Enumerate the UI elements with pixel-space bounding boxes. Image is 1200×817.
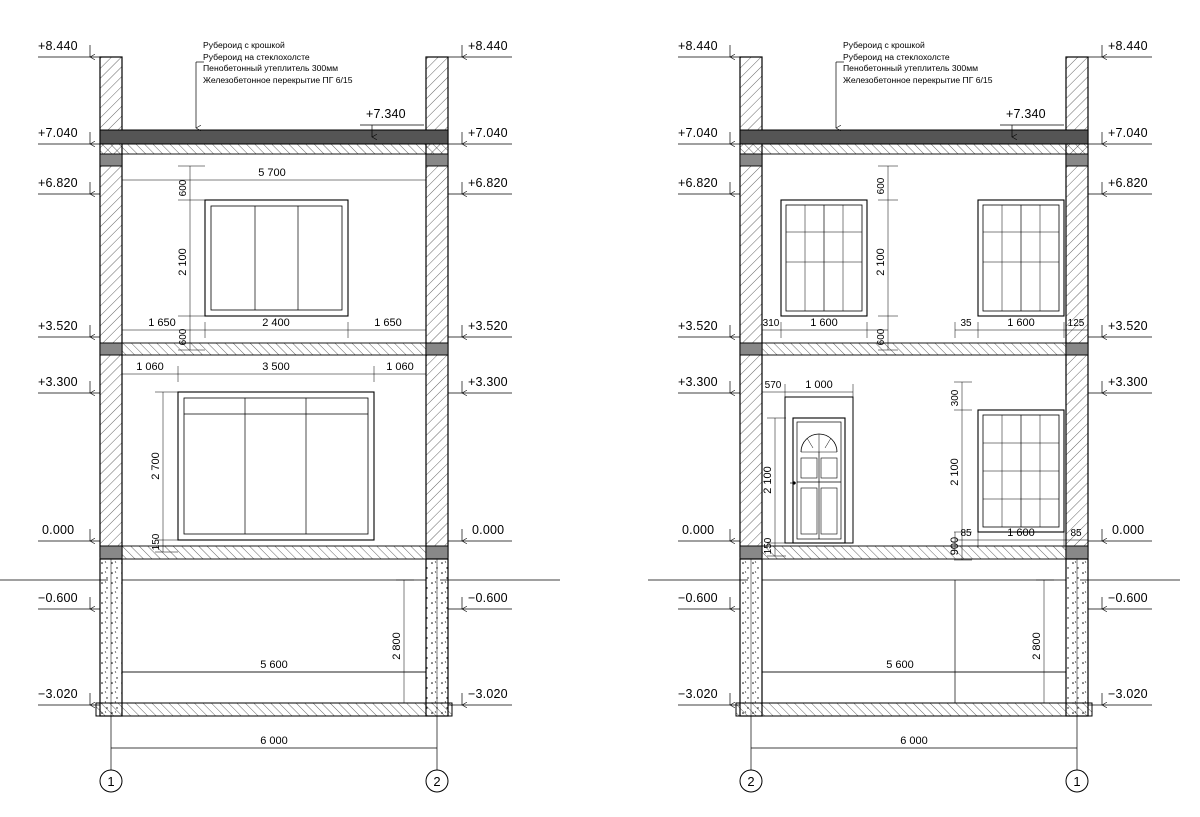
- svg-text:2 400: 2 400: [262, 317, 290, 329]
- svg-text:+3.520: +3.520: [1108, 319, 1148, 333]
- svg-text:6 000: 6 000: [900, 735, 928, 747]
- svg-text:35: 35: [960, 318, 972, 329]
- note-line: Железобетонное перекрытие ПГ 6/15: [843, 74, 993, 85]
- svg-text:−0.600: −0.600: [468, 591, 508, 605]
- svg-text:2 800: 2 800: [1031, 632, 1043, 660]
- svg-text:+3.520: +3.520: [38, 319, 78, 333]
- svg-text:+3.300: +3.300: [678, 375, 718, 389]
- svg-text:+7.340: +7.340: [366, 107, 406, 121]
- svg-text:+3.520: +3.520: [678, 319, 718, 333]
- svg-text:900: 900: [949, 536, 961, 556]
- svg-text:−3.020: −3.020: [38, 687, 78, 701]
- roof-notes-right: [843, 40, 1033, 86]
- svg-text:0.000: 0.000: [472, 523, 505, 537]
- svg-text:1: 1: [1073, 774, 1081, 789]
- svg-text:+7.040: +7.040: [38, 126, 78, 140]
- svg-text:150: 150: [151, 533, 162, 551]
- svg-text:+3.520: +3.520: [468, 319, 508, 333]
- svg-text:+7.340: +7.340: [1006, 107, 1046, 121]
- svg-text:−0.600: −0.600: [1108, 591, 1148, 605]
- note-line: Рубероид на стеклохолсте: [843, 51, 950, 62]
- svg-text:570: 570: [764, 380, 782, 391]
- svg-text:+8.440: +8.440: [1108, 39, 1148, 53]
- note-line: Железобетонное перекрытие ПГ 6/15: [203, 74, 353, 85]
- svg-text:+6.820: +6.820: [1108, 176, 1148, 190]
- note-line: Пенобетонный утеплитель 300мм: [203, 63, 339, 73]
- svg-text:−3.020: −3.020: [678, 687, 718, 701]
- svg-text:1 060: 1 060: [386, 361, 414, 373]
- svg-text:2 100: 2 100: [177, 248, 189, 276]
- svg-text:+7.040: +7.040: [468, 126, 508, 140]
- svg-text:2: 2: [433, 774, 441, 789]
- svg-text:0.000: 0.000: [42, 523, 75, 537]
- svg-text:+6.820: +6.820: [678, 176, 718, 190]
- svg-text:−0.600: −0.600: [38, 591, 78, 605]
- svg-text:1 650: 1 650: [374, 317, 402, 329]
- svg-text:5 600: 5 600: [260, 659, 288, 671]
- note-line: Рубероид с крошкой: [203, 40, 285, 50]
- svg-text:1 060: 1 060: [136, 361, 164, 373]
- svg-text:2 100: 2 100: [949, 458, 961, 486]
- svg-text:2 100: 2 100: [875, 248, 887, 276]
- svg-text:+8.440: +8.440: [38, 39, 78, 53]
- svg-text:300: 300: [950, 389, 961, 407]
- svg-text:600: 600: [876, 328, 887, 346]
- svg-text:310: 310: [762, 318, 780, 329]
- svg-text:6 000: 6 000: [260, 735, 288, 747]
- svg-text:1 000: 1 000: [805, 379, 833, 391]
- svg-text:1: 1: [107, 774, 115, 789]
- svg-text:−0.600: −0.600: [678, 591, 718, 605]
- svg-text:0.000: 0.000: [1112, 523, 1145, 537]
- svg-text:85: 85: [960, 528, 972, 539]
- svg-text:+6.820: +6.820: [38, 176, 78, 190]
- svg-text:1 600: 1 600: [1007, 527, 1035, 539]
- roof-notes-left: [203, 40, 393, 86]
- svg-text:+7.040: +7.040: [678, 126, 718, 140]
- svg-text:+3.300: +3.300: [468, 375, 508, 389]
- svg-text:5 700: 5 700: [258, 167, 286, 179]
- svg-text:+8.440: +8.440: [468, 39, 508, 53]
- svg-text:+8.440: +8.440: [678, 39, 718, 53]
- section-2-view: [600, 0, 1200, 817]
- svg-text:1 600: 1 600: [1007, 317, 1035, 329]
- note-line: Рубероид на стеклохолсте: [203, 51, 310, 62]
- note-line: Пенобетонный утеплитель 300мм: [843, 63, 979, 73]
- svg-text:5 600: 5 600: [886, 659, 914, 671]
- svg-text:+3.300: +3.300: [38, 375, 78, 389]
- svg-text:150: 150: [763, 537, 774, 555]
- svg-text:+7.040: +7.040: [1108, 126, 1148, 140]
- svg-text:2 700: 2 700: [150, 452, 162, 480]
- svg-text:3 500: 3 500: [262, 361, 290, 373]
- svg-text:+3.300: +3.300: [1108, 375, 1148, 389]
- svg-text:600: 600: [178, 179, 189, 197]
- svg-text:2 800: 2 800: [391, 632, 403, 660]
- svg-text:600: 600: [178, 328, 189, 346]
- svg-text:600: 600: [876, 177, 887, 195]
- svg-text:85: 85: [1070, 528, 1082, 539]
- svg-text:−3.020: −3.020: [468, 687, 508, 701]
- svg-text:0.000: 0.000: [682, 523, 715, 537]
- note-line: Рубероид с крошкой: [843, 40, 925, 50]
- svg-text:125: 125: [1067, 318, 1085, 329]
- svg-text:2 100: 2 100: [762, 466, 774, 494]
- svg-text:+6.820: +6.820: [468, 176, 508, 190]
- svg-text:−3.020: −3.020: [1108, 687, 1148, 701]
- svg-text:2: 2: [747, 774, 755, 789]
- svg-text:1 650: 1 650: [148, 317, 176, 329]
- svg-text:1 600: 1 600: [810, 317, 838, 329]
